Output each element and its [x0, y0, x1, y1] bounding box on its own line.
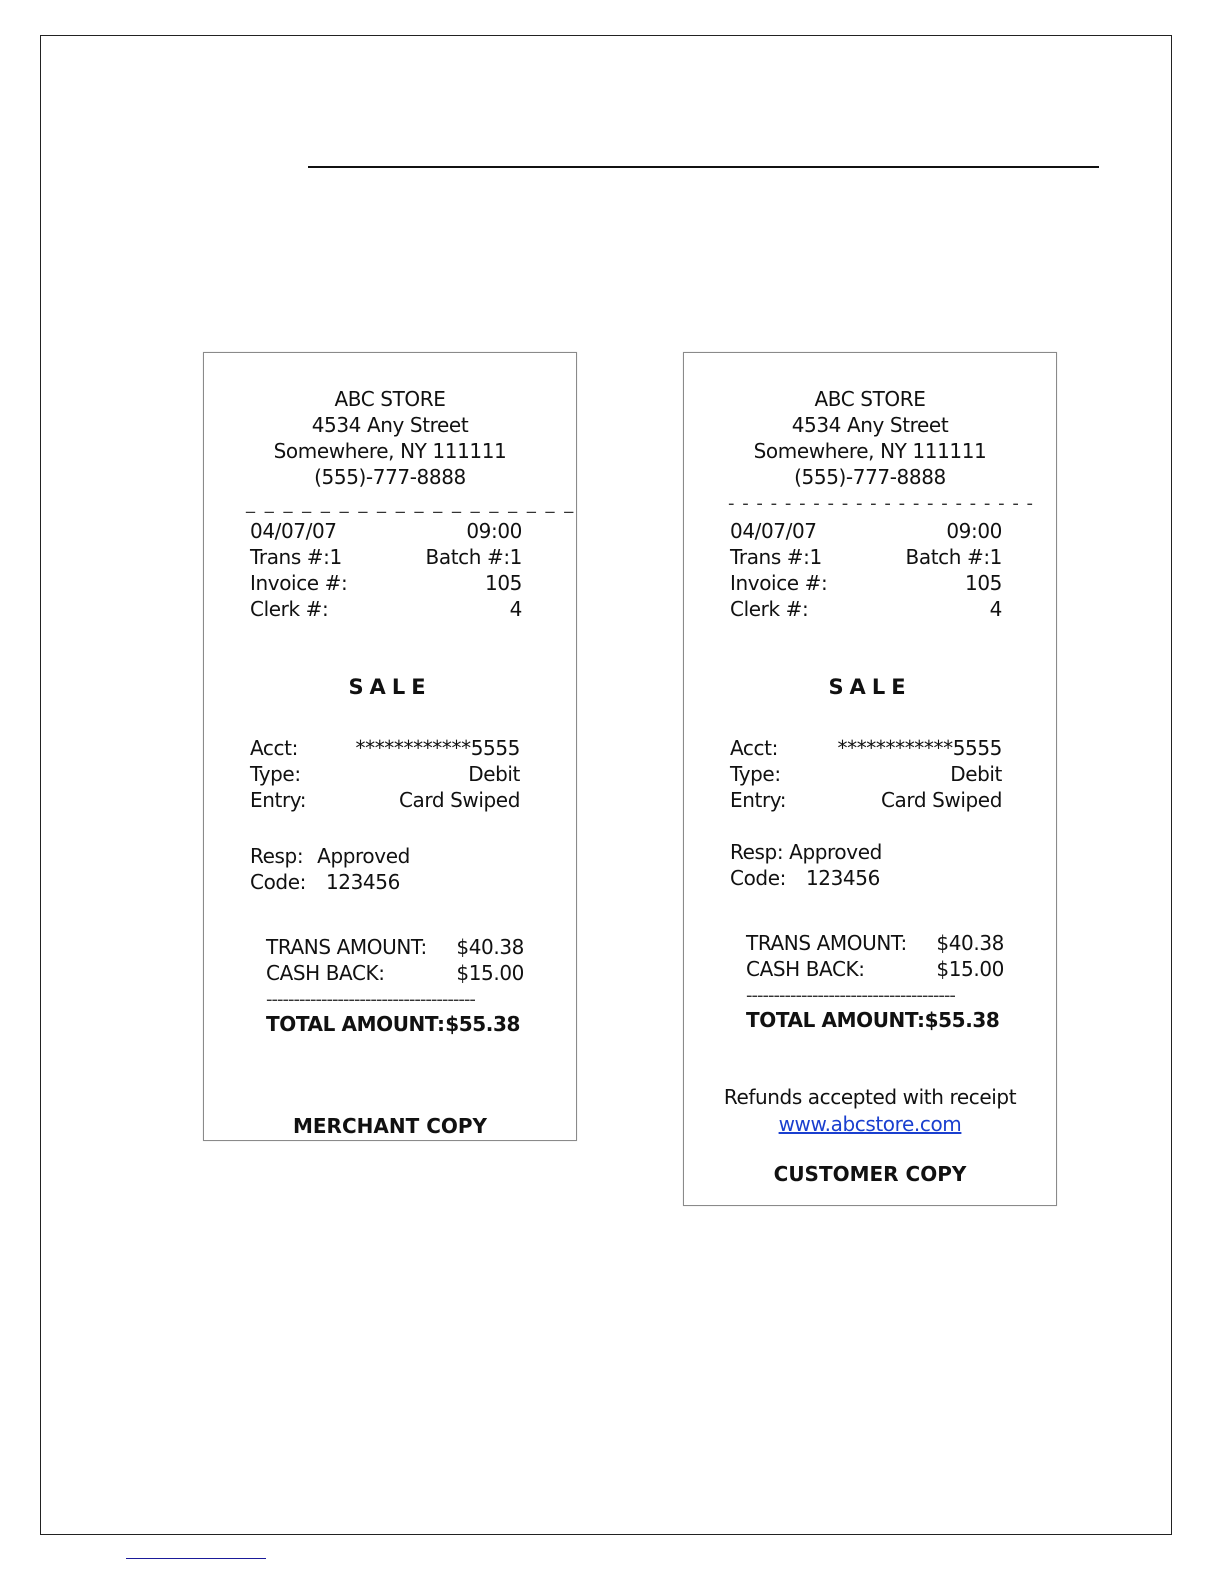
- footnote-rule: [126, 1558, 266, 1559]
- store-website-link[interactable]: www.abcstore.com: [778, 1112, 962, 1136]
- clerk-row: [250, 596, 522, 622]
- code-row: [730, 865, 880, 891]
- total-separator: --------------------------------------: [266, 989, 475, 1010]
- total-row: [266, 1011, 520, 1037]
- total-label: TOTAL AMOUNT:: [266, 1012, 445, 1036]
- trans-amount-label: TRANS AMOUNT:: [266, 935, 427, 959]
- receipt-time: 09:00: [466, 519, 522, 543]
- store-city: Somewhere, NY 111111: [273, 439, 507, 463]
- acct-row: [730, 735, 1002, 761]
- clerk-value: 4: [509, 597, 522, 621]
- refund-policy-text: Refunds accepted with receipt: [723, 1085, 1017, 1109]
- customer-receipt: [683, 352, 1057, 1206]
- acct-label: Acct:: [250, 736, 298, 760]
- code-label: Code:: [250, 870, 306, 894]
- sale-title: SALE: [828, 675, 912, 699]
- code-value: 123456: [805, 866, 880, 890]
- store-name: ABC STORE: [334, 387, 446, 411]
- entry-label: Entry:: [730, 788, 787, 812]
- entry-value: Card Swiped: [880, 788, 1002, 812]
- cash-back-label: CASH BACK:: [746, 957, 865, 981]
- trans-amount-row: [746, 930, 1004, 956]
- type-label: Type:: [730, 762, 781, 786]
- acct-label: Acct:: [730, 736, 778, 760]
- invoice-value: 105: [485, 571, 522, 595]
- clerk-value: 4: [989, 597, 1002, 621]
- type-row: [730, 761, 1002, 787]
- store-header: [684, 386, 1056, 490]
- entry-value: Card Swiped: [398, 788, 520, 812]
- invoice-value: 105: [965, 571, 1002, 595]
- type-value: Debit: [950, 762, 1002, 786]
- copy-label: MERCHANT COPY: [292, 1114, 488, 1138]
- trans-batch-row: [250, 544, 522, 570]
- merchant-receipt: [203, 352, 577, 1141]
- resp-value: Approved: [317, 844, 410, 868]
- trans-amount-value: $40.38: [936, 931, 1004, 955]
- trans-batch-row: [730, 544, 1002, 570]
- total-value: $55.38: [924, 1008, 1000, 1032]
- clerk-row: [730, 596, 1002, 622]
- acct-value: ************5555: [355, 736, 520, 760]
- acct-row: [250, 735, 520, 761]
- total-label: TOTAL AMOUNT:: [746, 1008, 925, 1032]
- invoice-label: Invoice #:: [730, 571, 828, 595]
- date-time-row: [250, 518, 522, 544]
- total-value: $55.38: [445, 1012, 520, 1036]
- resp-row: [730, 839, 882, 865]
- entry-row: [250, 787, 520, 813]
- cash-back-row: [746, 956, 1004, 982]
- trans-amount-value: $40.38: [456, 935, 524, 959]
- clerk-label: Clerk #:: [730, 597, 809, 621]
- store-name: ABC STORE: [814, 387, 926, 411]
- type-row: [250, 761, 520, 787]
- type-value: Debit: [468, 762, 520, 786]
- trans-amount-label: TRANS AMOUNT:: [746, 931, 907, 955]
- invoice-row: [730, 570, 1002, 596]
- store-phone: (555)-777-8888: [794, 465, 946, 489]
- trans-amount-row: [266, 934, 524, 960]
- code-value: 123456: [325, 870, 400, 894]
- invoice-row: [250, 570, 522, 596]
- receipt-time: 09:00: [946, 519, 1002, 543]
- resp-label: Resp:: [250, 844, 304, 868]
- store-address: 4534 Any Street: [311, 413, 469, 437]
- store-phone: (555)-777-8888: [314, 465, 466, 489]
- sale-title: SALE: [348, 675, 432, 699]
- resp-value: Approved: [789, 840, 882, 864]
- type-label: Type:: [250, 762, 301, 786]
- receipt-date: 04/07/07: [250, 519, 337, 543]
- header-rule: [308, 166, 1099, 168]
- store-header: [204, 386, 576, 490]
- cash-back-value: $15.00: [456, 961, 524, 985]
- batch-number: Batch #:1: [905, 545, 1002, 569]
- copy-label: CUSTOMER COPY: [773, 1162, 967, 1186]
- invoice-label: Invoice #:: [250, 571, 348, 595]
- header-separator: - - - - - - - - - - - - - - - - - - - - - -: [728, 493, 1035, 514]
- batch-number: Batch #:1: [425, 545, 522, 569]
- acct-value: ************5555: [837, 736, 1002, 760]
- resp-label: Resp:: [730, 840, 784, 864]
- clerk-label: Clerk #:: [250, 597, 329, 621]
- date-time-row: [730, 518, 1002, 544]
- cash-back-row: [266, 960, 524, 986]
- entry-row: [730, 787, 1002, 813]
- store-address: 4534 Any Street: [791, 413, 949, 437]
- total-row: [746, 1007, 998, 1033]
- cash-back-label: CASH BACK:: [266, 961, 385, 985]
- cash-back-value: $15.00: [936, 957, 1004, 981]
- entry-label: Entry:: [250, 788, 307, 812]
- header-separator: _ _ _ _ _ _ _ _ _ _ _ _ _ _ _ _ _ _: [246, 493, 576, 514]
- code-row: [250, 869, 400, 895]
- total-separator: --------------------------------------: [746, 985, 955, 1006]
- trans-number: Trans #:1: [250, 545, 342, 569]
- trans-number: Trans #:1: [730, 545, 822, 569]
- receipt-date: 04/07/07: [730, 519, 817, 543]
- resp-row: [250, 843, 410, 869]
- store-city: Somewhere, NY 111111: [753, 439, 987, 463]
- code-label: Code:: [730, 866, 786, 890]
